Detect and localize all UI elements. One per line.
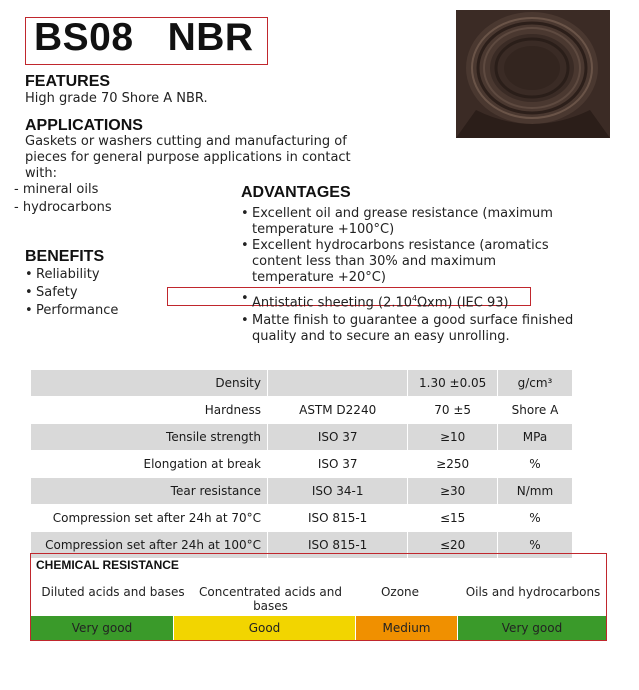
- advantages-heading: ADVANTAGES: [241, 184, 351, 201]
- advantages-line: • Matte finish to guarantee a good surface finished: [252, 313, 574, 329]
- benefits-item: • Performance: [25, 303, 118, 319]
- property-value: ≥10: [408, 424, 498, 451]
- applications-item: - mineral oils: [14, 182, 99, 197]
- property-name: Compression set after 24h at 100°C: [31, 532, 268, 559]
- property-unit: MPa: [497, 424, 572, 451]
- chem-label-concentrated: Concentrated acids and bases: [199, 585, 342, 613]
- property-row: [31, 370, 573, 397]
- product-title: BS08 NBR: [34, 16, 254, 59]
- property-unit: Shore A: [497, 397, 572, 424]
- applications-line: with:: [25, 166, 57, 181]
- property-row: [31, 424, 573, 451]
- chem-label-diluted: Diluted acids and bases: [41, 585, 185, 599]
- advantages-item: [241, 206, 611, 238]
- chem-rating-diluted: Very good: [31, 616, 173, 640]
- property-unit: N/mm: [497, 478, 572, 505]
- property-unit: %: [497, 451, 572, 478]
- chem-rating-oils: Very good: [458, 616, 606, 640]
- features-heading: FEATURES: [25, 73, 111, 90]
- property-value: 1.30 ±0.05: [408, 370, 498, 397]
- applications-item: - hydrocarbons: [14, 200, 112, 215]
- property-value: ≤15: [408, 505, 498, 532]
- applications-line: Gaskets or washers cutting and manufacturing of: [25, 134, 347, 149]
- property-standard: ISO 34-1: [267, 478, 407, 505]
- chem-label-oils: Oils and hydrocarbons: [465, 585, 601, 599]
- benefits-heading: BENEFITS: [25, 248, 105, 265]
- property-value: ≥250: [408, 451, 498, 478]
- chem-label-ozone: Ozone: [380, 585, 420, 599]
- applications-text: [25, 134, 351, 182]
- advantages-line: • Excellent oil and grease resistance (maximum: [252, 206, 553, 221]
- property-row: [31, 505, 573, 532]
- property-name: Hardness: [31, 397, 268, 424]
- property-name: Density: [31, 370, 268, 397]
- property-row: [31, 478, 573, 505]
- benefits-item: • Reliability: [25, 267, 118, 283]
- advantages-line: temperature +20°C): [252, 270, 386, 285]
- property-name: Tensile strength: [31, 424, 268, 451]
- product-photo: [456, 10, 610, 138]
- advantages-line: • Excellent hydrocarbons resistance (aromatics: [252, 238, 549, 253]
- rubber-roll-image: [456, 10, 610, 138]
- chemical-resistance-heading: CHEMICAL RESISTANCE: [36, 558, 179, 572]
- advantages-line: content less than 30% and maximum: [252, 254, 496, 269]
- antistatic-text-end: Ωxm) (IEC 93): [417, 295, 509, 311]
- advantages-line: quality and to secure an easy unrolling.: [252, 329, 510, 345]
- advantages-item: [241, 313, 611, 345]
- property-standard: ISO 37: [267, 424, 407, 451]
- property-name: Compression set after 24h at 70°C: [31, 505, 268, 532]
- property-standard: ISO 37: [267, 451, 407, 478]
- property-value: 70 ±5: [408, 397, 498, 424]
- property-name: Tear resistance: [31, 478, 268, 505]
- property-unit: %: [497, 532, 572, 559]
- advantages-item: [241, 238, 611, 286]
- antistatic-text: Antistatic sheeting (2.10: [252, 295, 413, 311]
- property-value: ≥30: [408, 478, 498, 505]
- property-value: ≤20: [408, 532, 498, 559]
- applications-list: [14, 182, 112, 216]
- property-standard: ISO 815-1: [267, 505, 407, 532]
- applications-line: pieces for general purpose applications in contact: [25, 150, 351, 165]
- applications-heading: APPLICATIONS: [25, 117, 143, 134]
- antistatic-exponent: 4: [412, 294, 418, 303]
- property-row: [31, 397, 573, 424]
- features-text: High grade 70 Shore A NBR.: [25, 91, 208, 106]
- chem-rating-concentrated: Good: [174, 616, 355, 640]
- property-name: Elongation at break: [31, 451, 268, 478]
- advantages-list: [241, 206, 611, 345]
- advantages-item: [241, 291, 611, 311]
- property-row: [31, 451, 573, 478]
- property-standard: ISO 815-1: [267, 532, 407, 559]
- benefits-list: [25, 267, 118, 319]
- property-unit: %: [497, 505, 572, 532]
- property-standard: ASTM D2240: [267, 397, 407, 424]
- property-standard: [267, 370, 407, 397]
- property-unit: g/cm³: [497, 370, 572, 397]
- properties-table: [30, 369, 573, 559]
- benefits-item: • Safety: [25, 285, 118, 301]
- advantages-line: temperature +100°C): [252, 222, 395, 237]
- chem-rating-ozone: Medium: [356, 616, 457, 640]
